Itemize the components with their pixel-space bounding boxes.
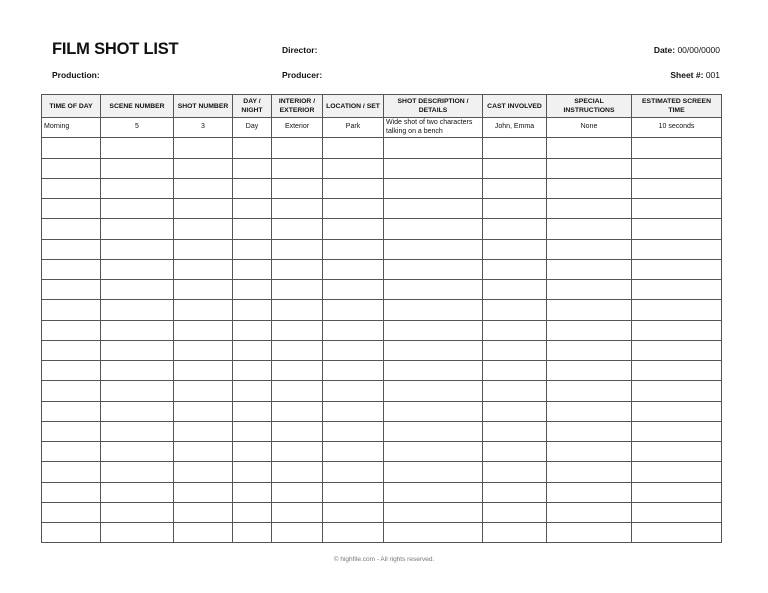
- table-cell[interactable]: [174, 219, 233, 239]
- table-cell[interactable]: [101, 361, 174, 381]
- table-cell[interactable]: [323, 300, 384, 320]
- table-cell[interactable]: [272, 462, 323, 482]
- table-cell[interactable]: [101, 523, 174, 543]
- table-cell[interactable]: [233, 462, 272, 482]
- table-cell[interactable]: [42, 482, 101, 502]
- table-cell[interactable]: [272, 502, 323, 522]
- table-row: [42, 300, 722, 320]
- table-cell[interactable]: [233, 523, 272, 543]
- table-cell[interactable]: [42, 361, 101, 381]
- table-cell[interactable]: Wide shot of two characters talking on a bench: [384, 118, 483, 138]
- table-cell[interactable]: [174, 239, 233, 259]
- table-cell[interactable]: [174, 320, 233, 340]
- table-row: [42, 138, 722, 158]
- table-cell[interactable]: [174, 138, 233, 158]
- table-cell[interactable]: [483, 462, 547, 482]
- table-cell[interactable]: [632, 138, 722, 158]
- table-cell[interactable]: [101, 300, 174, 320]
- table-cell[interactable]: [42, 502, 101, 522]
- column-header: SHOT NUMBER: [174, 95, 233, 118]
- table-cell[interactable]: [101, 138, 174, 158]
- table-row: [42, 219, 722, 239]
- table-cell[interactable]: [323, 239, 384, 259]
- table-row: [42, 280, 722, 300]
- table-cell[interactable]: [174, 259, 233, 279]
- table-cell[interactable]: [42, 138, 101, 158]
- table-cell[interactable]: [101, 462, 174, 482]
- table-cell[interactable]: [233, 320, 272, 340]
- column-header: TIME OF DAY: [42, 95, 101, 118]
- table-cell[interactable]: [547, 361, 632, 381]
- table-cell[interactable]: [483, 158, 547, 178]
- table-row: [42, 482, 722, 502]
- table-cell[interactable]: [547, 502, 632, 522]
- table-row: [42, 442, 722, 462]
- table-cell[interactable]: [547, 158, 632, 178]
- table-row: [42, 118, 722, 138]
- table-cell[interactable]: [233, 381, 272, 401]
- table-cell[interactable]: [174, 401, 233, 421]
- table-cell[interactable]: [323, 361, 384, 381]
- table-cell[interactable]: [483, 361, 547, 381]
- table-cell[interactable]: [233, 199, 272, 219]
- table-cell[interactable]: Morning: [42, 118, 101, 138]
- table-cell[interactable]: [483, 178, 547, 198]
- table-row: [42, 178, 722, 198]
- table-cell[interactable]: Exterior: [272, 118, 323, 138]
- table-cell[interactable]: [384, 300, 483, 320]
- table-cell[interactable]: [384, 199, 483, 219]
- table-cell[interactable]: [233, 442, 272, 462]
- table-cell[interactable]: [42, 320, 101, 340]
- table-cell[interactable]: [384, 421, 483, 441]
- table-cell[interactable]: [632, 178, 722, 198]
- table-cell[interactable]: [272, 219, 323, 239]
- date-value[interactable]: 00/00/0000: [677, 45, 720, 55]
- table-cell[interactable]: [384, 401, 483, 421]
- table-cell[interactable]: [323, 320, 384, 340]
- table-cell[interactable]: [483, 442, 547, 462]
- table-cell[interactable]: [632, 239, 722, 259]
- table-cell[interactable]: 3: [174, 118, 233, 138]
- table-cell[interactable]: [233, 340, 272, 360]
- table-cell[interactable]: [272, 320, 323, 340]
- table-cell[interactable]: [101, 340, 174, 360]
- table-cell[interactable]: [632, 361, 722, 381]
- table-row: [42, 523, 722, 543]
- table-cell[interactable]: [272, 239, 323, 259]
- table-cell[interactable]: [272, 138, 323, 158]
- table-cell[interactable]: [323, 442, 384, 462]
- table-row: [42, 320, 722, 340]
- table-cell[interactable]: [101, 178, 174, 198]
- table-cell[interactable]: [483, 300, 547, 320]
- table-cell[interactable]: [323, 482, 384, 502]
- table-cell[interactable]: [174, 421, 233, 441]
- table-cell[interactable]: [42, 401, 101, 421]
- table-cell[interactable]: John, Emma: [483, 118, 547, 138]
- table-cell[interactable]: [384, 442, 483, 462]
- table-cell[interactable]: [323, 280, 384, 300]
- table-cell[interactable]: [174, 442, 233, 462]
- table-row: [42, 381, 722, 401]
- production-label: Production:: [52, 70, 100, 80]
- table-cell[interactable]: Park: [323, 118, 384, 138]
- table-cell[interactable]: [174, 158, 233, 178]
- table-row: [42, 239, 722, 259]
- table-cell[interactable]: [384, 138, 483, 158]
- table-cell[interactable]: [101, 502, 174, 522]
- table-cell[interactable]: [547, 523, 632, 543]
- table-cell[interactable]: [42, 421, 101, 441]
- table-cell[interactable]: [483, 523, 547, 543]
- table-row: [42, 199, 722, 219]
- table-cell[interactable]: [632, 199, 722, 219]
- table-cell[interactable]: [483, 219, 547, 239]
- table-cell[interactable]: 5: [101, 118, 174, 138]
- table-cell[interactable]: [174, 280, 233, 300]
- table-cell[interactable]: [233, 401, 272, 421]
- table-row: [42, 421, 722, 441]
- table-row: [42, 259, 722, 279]
- table-cell[interactable]: [384, 482, 483, 502]
- table-cell[interactable]: [174, 340, 233, 360]
- table-cell[interactable]: [547, 300, 632, 320]
- table-cell[interactable]: [233, 138, 272, 158]
- table-cell[interactable]: [42, 280, 101, 300]
- director-field[interactable]: [282, 45, 317, 55]
- table-cell[interactable]: [233, 158, 272, 178]
- table-cell[interactable]: [174, 381, 233, 401]
- table-cell[interactable]: [384, 502, 483, 522]
- table-cell[interactable]: [42, 259, 101, 279]
- table-cell[interactable]: [272, 401, 323, 421]
- table-cell[interactable]: [42, 158, 101, 178]
- table-cell[interactable]: [547, 280, 632, 300]
- table-cell[interactable]: [384, 239, 483, 259]
- table-cell[interactable]: [174, 300, 233, 320]
- table-cell[interactable]: [233, 300, 272, 320]
- table-cell[interactable]: [483, 138, 547, 158]
- table-cell[interactable]: [632, 320, 722, 340]
- producer-label: Producer:: [282, 70, 323, 80]
- table-cell[interactable]: [547, 462, 632, 482]
- table-cell[interactable]: [483, 320, 547, 340]
- table-cell[interactable]: [42, 300, 101, 320]
- table-cell[interactable]: [101, 381, 174, 401]
- table-cell[interactable]: [42, 219, 101, 239]
- table-cell[interactable]: [384, 259, 483, 279]
- table-cell[interactable]: [632, 462, 722, 482]
- table-cell[interactable]: [547, 138, 632, 158]
- table-cell[interactable]: [233, 502, 272, 522]
- table-cell[interactable]: [101, 158, 174, 178]
- table-cell[interactable]: [323, 401, 384, 421]
- table-cell[interactable]: [547, 381, 632, 401]
- table-cell[interactable]: [483, 259, 547, 279]
- sheet-number-field[interactable]: [670, 70, 720, 80]
- table-cell[interactable]: [632, 401, 722, 421]
- table-cell[interactable]: [233, 280, 272, 300]
- table-cell[interactable]: [547, 421, 632, 441]
- table-cell[interactable]: [323, 219, 384, 239]
- table-cell[interactable]: [547, 199, 632, 219]
- table-cell[interactable]: [323, 199, 384, 219]
- table-cell[interactable]: [272, 340, 323, 360]
- table-cell[interactable]: [233, 178, 272, 198]
- column-header: CAST INVOLVED: [483, 95, 547, 118]
- table-cell[interactable]: [101, 239, 174, 259]
- table-cell[interactable]: [272, 482, 323, 502]
- table-row: [42, 158, 722, 178]
- copyright-footer: © highfile.com - All rights reserved.: [333, 556, 435, 563]
- table-cell[interactable]: Day: [233, 118, 272, 138]
- table-cell[interactable]: [547, 320, 632, 340]
- table-cell[interactable]: [323, 462, 384, 482]
- table-cell[interactable]: [233, 239, 272, 259]
- table-cell[interactable]: [384, 158, 483, 178]
- table-cell[interactable]: [272, 199, 323, 219]
- table-cell[interactable]: [233, 482, 272, 502]
- table-cell[interactable]: [272, 178, 323, 198]
- table-cell[interactable]: [547, 178, 632, 198]
- table-cell[interactable]: [547, 340, 632, 360]
- table-cell[interactable]: [323, 381, 384, 401]
- table-cell[interactable]: [233, 361, 272, 381]
- table-cell[interactable]: [174, 523, 233, 543]
- table-cell[interactable]: [384, 361, 483, 381]
- table-cell[interactable]: [483, 401, 547, 421]
- table-cell[interactable]: [101, 320, 174, 340]
- table-row: [42, 401, 722, 421]
- column-header: SPECIAL INSTRUCTIONS: [547, 95, 632, 118]
- table-cell[interactable]: [547, 259, 632, 279]
- column-header: SCENE NUMBER: [101, 95, 174, 118]
- table-cell[interactable]: [547, 482, 632, 502]
- table-cell[interactable]: [101, 401, 174, 421]
- table-cell[interactable]: [42, 199, 101, 219]
- table-cell[interactable]: [272, 259, 323, 279]
- table-cell[interactable]: [233, 259, 272, 279]
- table-cell[interactable]: [174, 462, 233, 482]
- table-row: [42, 502, 722, 522]
- table-cell[interactable]: [384, 219, 483, 239]
- table-cell[interactable]: [483, 381, 547, 401]
- table-cell[interactable]: [384, 320, 483, 340]
- table-cell[interactable]: [384, 523, 483, 543]
- table-row: [42, 462, 722, 482]
- table-cell[interactable]: [632, 442, 722, 462]
- table-cell[interactable]: [272, 361, 323, 381]
- column-header: INTERIOR / EXTERIOR: [272, 95, 323, 118]
- shot-list-table: [41, 94, 722, 543]
- table-cell[interactable]: [42, 462, 101, 482]
- table-cell[interactable]: [101, 219, 174, 239]
- table-cell[interactable]: [272, 300, 323, 320]
- table-cell[interactable]: [323, 259, 384, 279]
- table-cell[interactable]: [632, 259, 722, 279]
- column-header: SHOT DESCRIPTION / DETAILS: [384, 95, 483, 118]
- table-cell[interactable]: [632, 381, 722, 401]
- table-cell[interactable]: [174, 502, 233, 522]
- table-cell[interactable]: [547, 239, 632, 259]
- table-cell[interactable]: [384, 462, 483, 482]
- table-cell[interactable]: [233, 219, 272, 239]
- table-cell[interactable]: [42, 523, 101, 543]
- table-cell[interactable]: [101, 259, 174, 279]
- table-cell[interactable]: [272, 442, 323, 462]
- table-cell[interactable]: [101, 421, 174, 441]
- sheet-value[interactable]: 001: [705, 70, 720, 80]
- table-cell[interactable]: [483, 280, 547, 300]
- table-cell[interactable]: [272, 523, 323, 543]
- table-cell[interactable]: [547, 219, 632, 239]
- production-field[interactable]: [52, 70, 100, 80]
- table-cell[interactable]: [632, 523, 722, 543]
- table-cell[interactable]: [323, 523, 384, 543]
- table-header-row: [42, 95, 722, 118]
- table-cell[interactable]: [174, 178, 233, 198]
- table-cell[interactable]: [632, 158, 722, 178]
- table-cell[interactable]: [174, 199, 233, 219]
- table-cell[interactable]: [483, 239, 547, 259]
- column-header: LOCATION / SET: [323, 95, 384, 118]
- table-cell[interactable]: [272, 280, 323, 300]
- sheet-label: Sheet #:: [670, 70, 704, 80]
- table-cell[interactable]: [101, 442, 174, 462]
- table-cell[interactable]: [42, 178, 101, 198]
- director-label: Director:: [282, 45, 318, 55]
- table-row: [42, 361, 722, 381]
- table-cell[interactable]: [384, 340, 483, 360]
- table-cell[interactable]: [384, 280, 483, 300]
- table-cell[interactable]: [323, 138, 384, 158]
- table-cell[interactable]: None: [547, 118, 632, 138]
- table-cell[interactable]: [384, 381, 483, 401]
- table-cell[interactable]: [483, 482, 547, 502]
- column-header: DAY / NIGHT: [233, 95, 272, 118]
- table-body: [42, 118, 722, 543]
- table-cell[interactable]: [233, 421, 272, 441]
- table-cell[interactable]: [632, 300, 722, 320]
- table-cell[interactable]: [632, 219, 722, 239]
- producer-field[interactable]: [282, 70, 322, 80]
- table-cell[interactable]: [42, 239, 101, 259]
- table-cell[interactable]: [272, 421, 323, 441]
- table-cell[interactable]: [483, 421, 547, 441]
- table-cell[interactable]: [272, 381, 323, 401]
- table-cell[interactable]: [42, 381, 101, 401]
- table-cell[interactable]: [483, 199, 547, 219]
- table-cell[interactable]: [632, 340, 722, 360]
- table-cell[interactable]: [323, 502, 384, 522]
- table-cell[interactable]: [323, 340, 384, 360]
- table-row: [42, 340, 722, 360]
- table-cell[interactable]: [323, 158, 384, 178]
- date-field[interactable]: [654, 45, 720, 55]
- table-cell[interactable]: [323, 421, 384, 441]
- table-cell[interactable]: [42, 442, 101, 462]
- table-cell[interactable]: [483, 502, 547, 522]
- table-cell[interactable]: [632, 421, 722, 441]
- page-title: FILM SHOT LIST: [52, 40, 179, 58]
- table-cell[interactable]: [632, 280, 722, 300]
- table-cell[interactable]: [101, 280, 174, 300]
- table-cell[interactable]: [174, 361, 233, 381]
- table-cell[interactable]: [632, 482, 722, 502]
- table-cell[interactable]: [101, 482, 174, 502]
- table-cell[interactable]: [547, 442, 632, 462]
- column-header: ESTIMATED SCREEN TIME: [632, 95, 722, 118]
- table-cell[interactable]: [483, 340, 547, 360]
- table-cell[interactable]: [272, 158, 323, 178]
- table-cell[interactable]: [323, 178, 384, 198]
- table-cell[interactable]: [101, 199, 174, 219]
- table-cell[interactable]: [42, 340, 101, 360]
- date-label: Date:: [653, 45, 676, 55]
- table-cell[interactable]: 10 seconds: [632, 118, 722, 138]
- table-cell[interactable]: [547, 401, 632, 421]
- table-cell[interactable]: [174, 482, 233, 502]
- table-cell[interactable]: [632, 502, 722, 522]
- table-cell[interactable]: [384, 178, 483, 198]
